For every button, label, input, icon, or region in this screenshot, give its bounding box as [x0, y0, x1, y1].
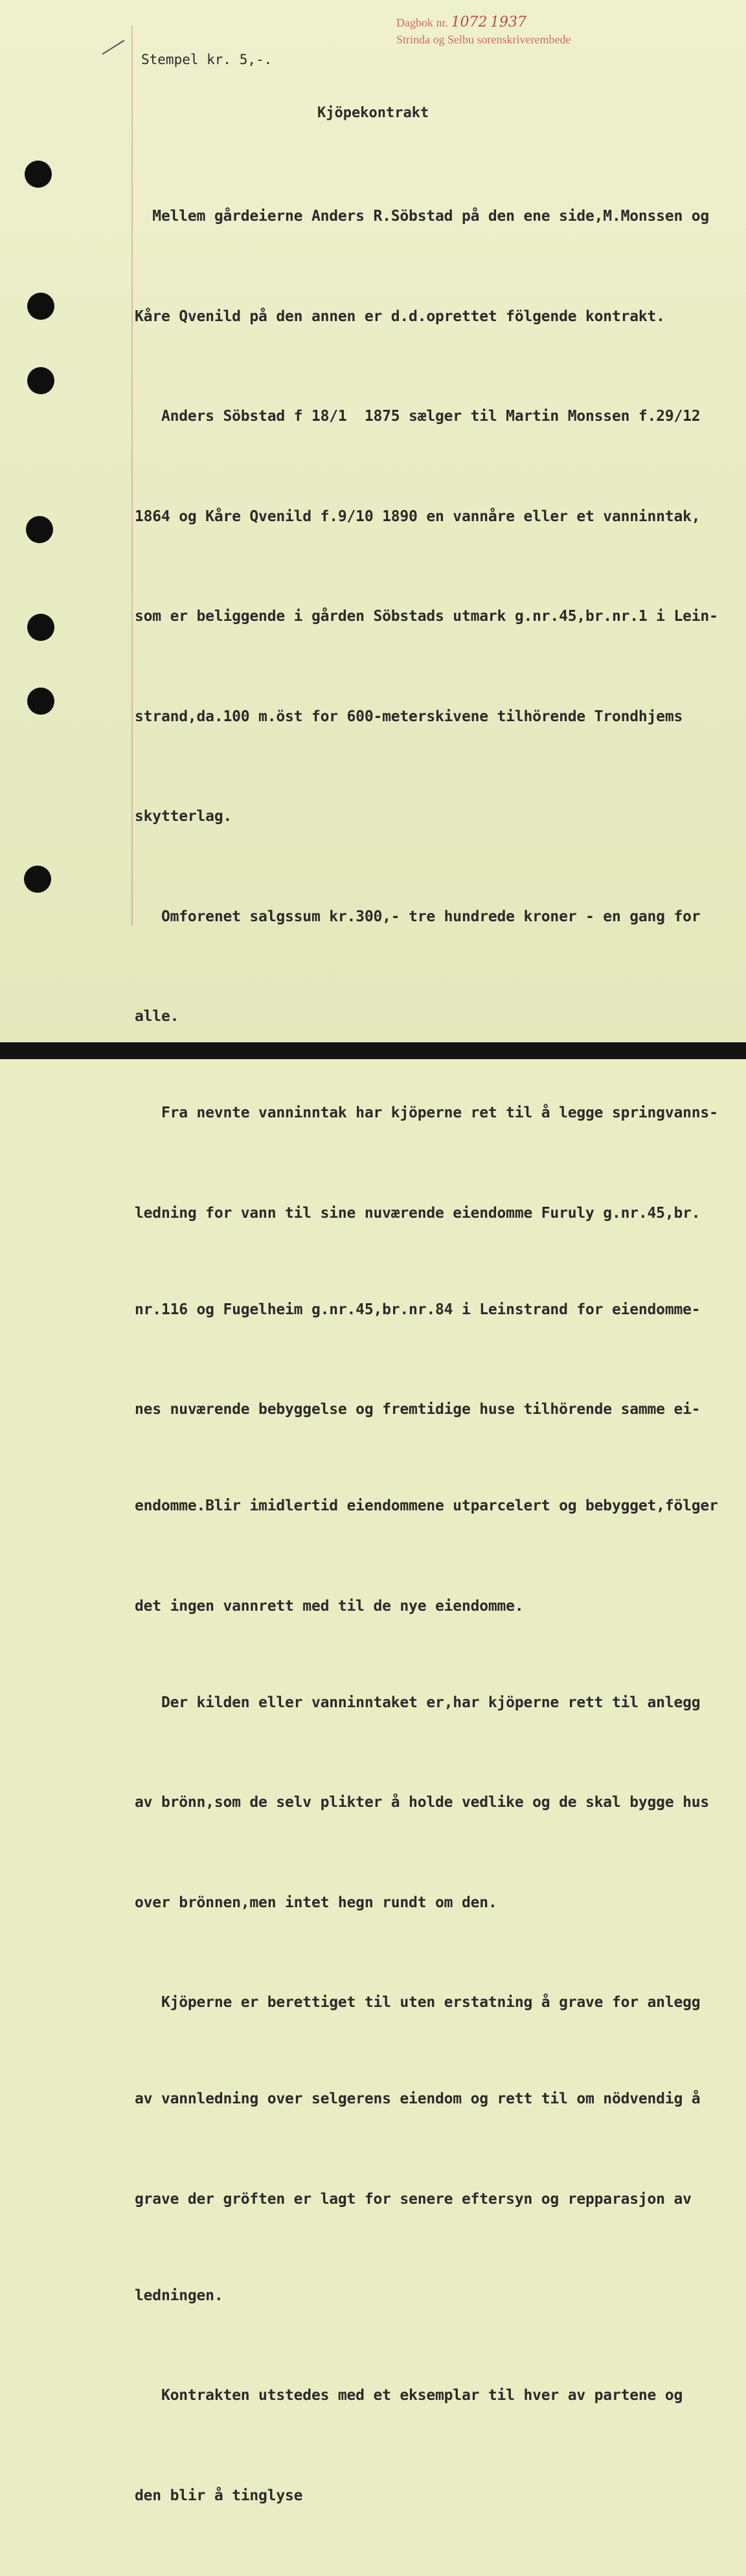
stamp-year: 1937	[490, 14, 526, 30]
text-line: som er beliggende i gården Söbstads utmark g.nr.45,br.nr.1 i Lein-	[135, 608, 718, 625]
text-line: av vannledning over selgerens eiendom og rett til om nödvendig å	[135, 2090, 701, 2107]
text-line: Mellem gårdeierne Anders R.Söbstad på den ene side,M.Monssen og	[135, 208, 710, 225]
stamp-office: Strinda og Selbu sorenskriverembede	[396, 33, 571, 46]
text-line: Kontrakten utstedes med et eksemplar til hver av partene og	[135, 2387, 683, 2404]
stamp-number: 1072	[451, 14, 488, 30]
text-line: 1864 og Kåre Qvenild f.9/10 1890 en vannåre eller et vanninntak,	[135, 508, 701, 525]
text-line: Der kilden eller vanninntaket er,har kjöperne rett til anlegg	[135, 1694, 701, 1711]
pen-mark	[102, 40, 125, 55]
punch-hole-6	[27, 688, 54, 715]
text-line: ledning for vann til sine nuværende eiendomme Furuly g.nr.45,br.	[135, 1204, 701, 1222]
text-line: over brönnen,men intet hegn rundt om den.	[135, 1894, 497, 1911]
text-line: skytterlag.	[135, 808, 232, 825]
stamp-fee: Stempel kr. 5,-.	[141, 52, 273, 67]
text-line: Kåre Qvenild på den annen er d.d.oprettet fölgende kontrakt.	[135, 308, 665, 325]
registry-stamp	[396, 14, 571, 48]
punch-hole-5	[27, 614, 54, 641]
punch-hole-7	[24, 866, 51, 893]
punch-hole-3	[27, 367, 54, 394]
text-line: nr.116 og Fugelheim g.nr.45,br.nr.84 i Leinstrand for eiendomme-	[135, 1301, 701, 1318]
text-line: alle.	[135, 1008, 179, 1025]
text-line: Omforenet salgssum kr.300,- tre hundrede kroner - en gang for	[135, 908, 701, 925]
scan-edge	[0, 1042, 746, 1059]
text-line: Fra nevnte vanninntak har kjöperne ret til å legge springvanns-	[135, 1104, 718, 1121]
text-line: Anders Söbstad f 18/1 1875 sælger til Martin Monssen f.29/12	[135, 408, 701, 425]
text-line: nes nuværende bebyggelse og fremtidige huse tilhörende samme ei-	[135, 1401, 701, 1418]
contract-body	[135, 133, 721, 2576]
punch-hole-2	[27, 293, 54, 320]
text-line: ledningen.	[135, 2287, 223, 2304]
text-line: grave der gröften er lagt for senere eftersyn og repparasjon av	[135, 2190, 692, 2208]
text-line: den blir å tinglyse	[135, 2487, 303, 2504]
text-line: Kjöperne er berettiget til uten erstatning å grave for anlegg	[135, 1994, 701, 2011]
punch-hole-4	[26, 516, 53, 543]
punch-hole-1	[25, 161, 52, 188]
document-title: Kjöpekontrakt	[317, 105, 429, 121]
text-line: endomme.Blir imidlertid eiendommene utparcelert og bebygget,fölger	[135, 1497, 718, 1514]
text-line: det ingen vannrett med til de nye eiendomme.	[135, 1597, 524, 1615]
text-line: strand,da.100 m.öst for 600-meterskivene tilhörende Trondhjems	[135, 708, 683, 725]
margin-rule	[131, 26, 133, 926]
stamp-label: Dagbok nr.	[396, 16, 448, 29]
text-line: av brönn,som de selv plikter å holde vedlike og de skal bygge hus	[135, 1794, 710, 1811]
